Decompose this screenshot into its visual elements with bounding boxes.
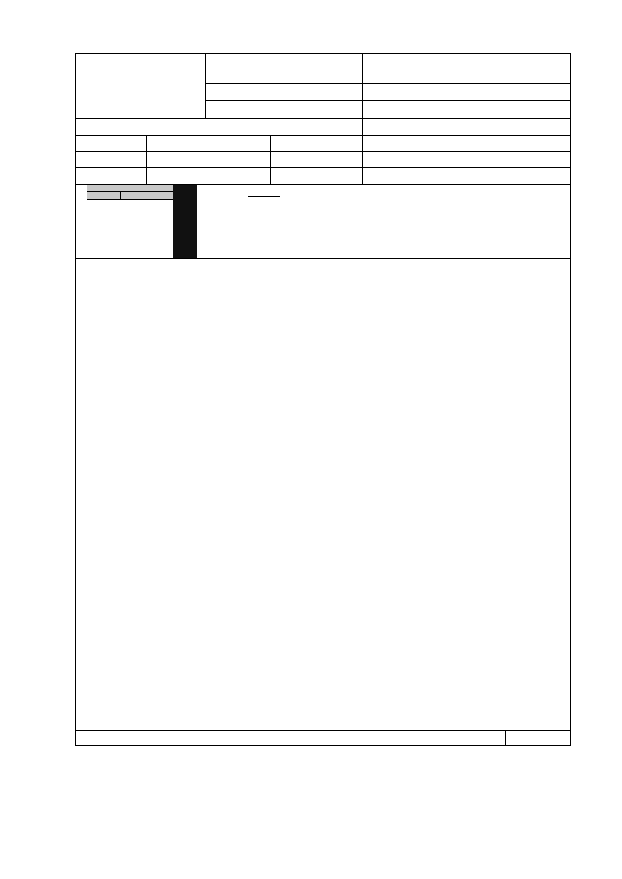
company-logo	[80, 57, 202, 87]
borehole-log-sheet	[75, 53, 571, 746]
strength-index-header	[87, 185, 173, 200]
spt-header	[173, 185, 197, 258]
